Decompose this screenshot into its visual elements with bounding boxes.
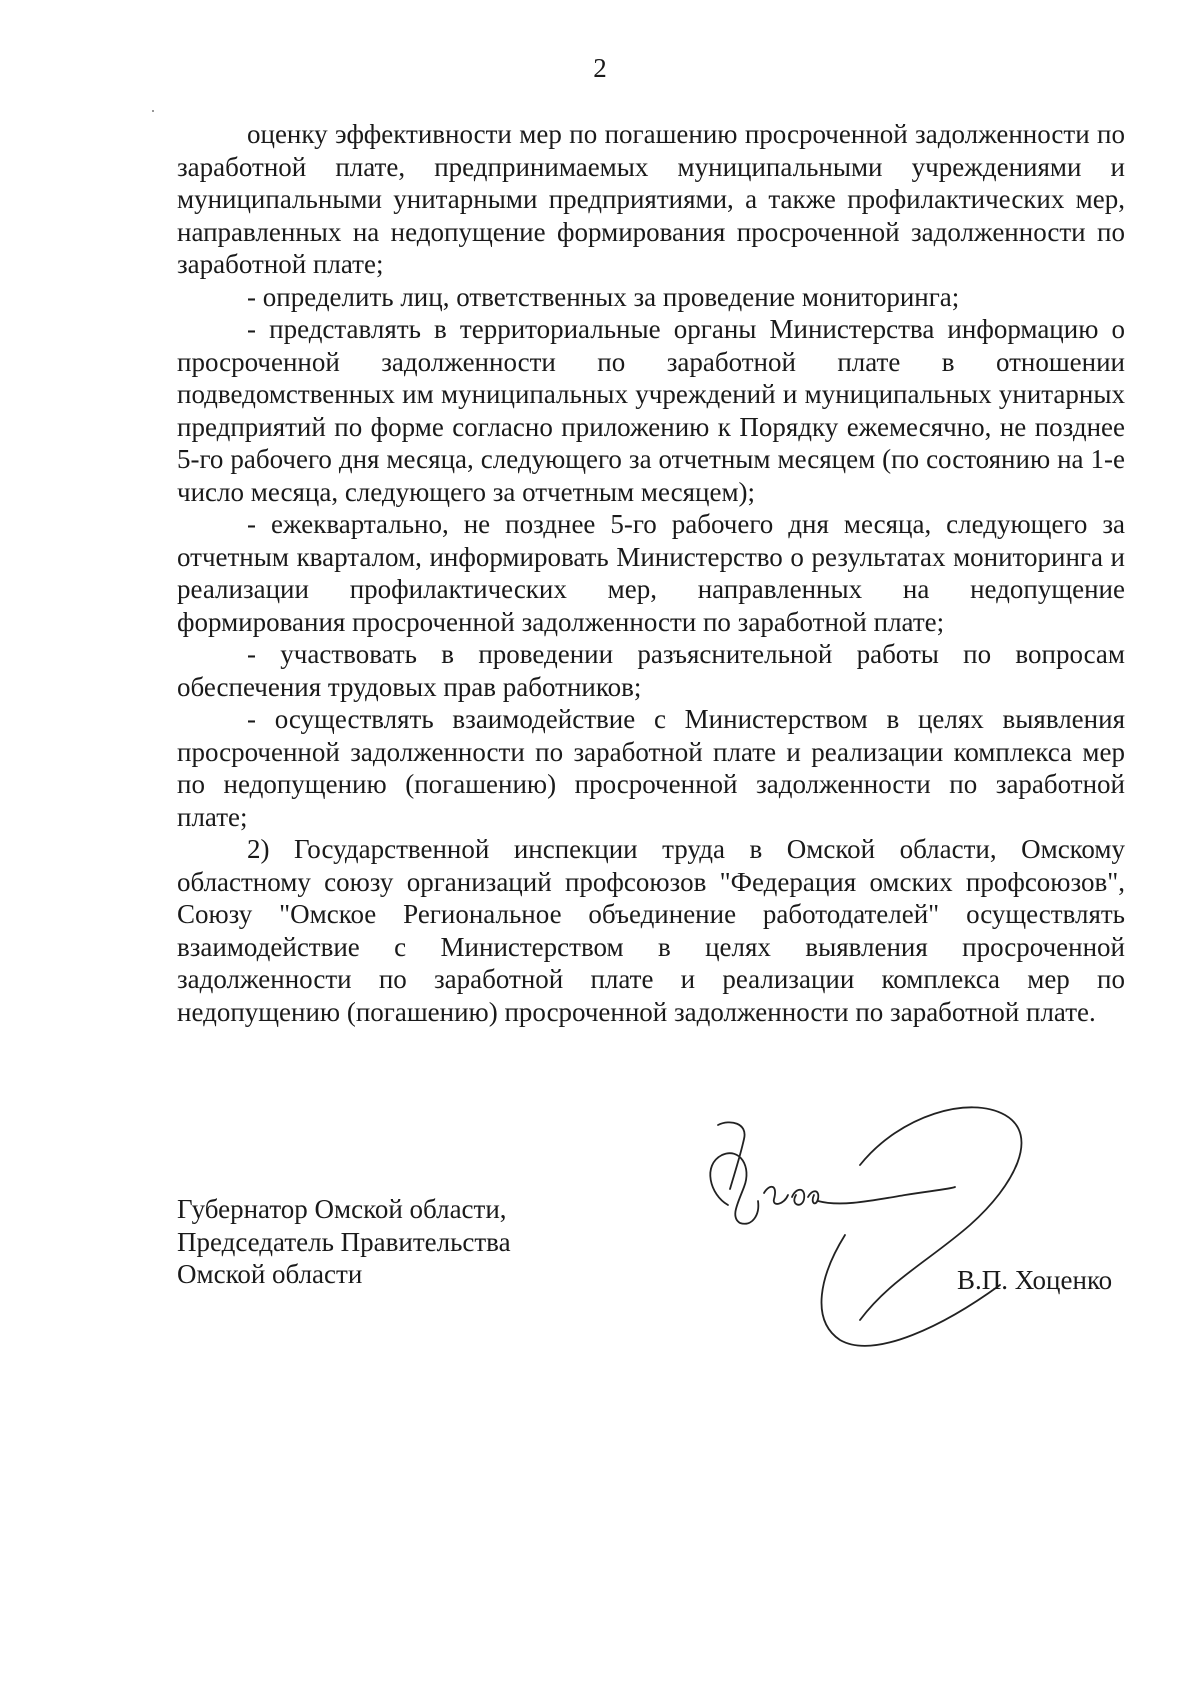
paragraph-quarterly-report: - ежеквартально, не позднее 5-го рабочего дня месяца, следующего за отчетным кварталом, информировать Министерство о результатах мониторинга и реализации профилактических мер, направленных на недопущение формирования просроченной задолженности по заработной плате; bbox=[177, 509, 1125, 637]
paragraph-assign-responsible: - определить лиц, ответственных за проведение мониторинга; bbox=[247, 281, 960, 312]
scan-speck bbox=[152, 110, 154, 112]
document-body bbox=[177, 118, 1125, 1028]
signatory-title-line: Председатель Правительства bbox=[177, 1226, 511, 1257]
signatory-name: В.П. Хоценко bbox=[957, 1265, 1113, 1295]
paragraph-monthly-report: - представлять в территориальные органы Министерства информацию о просроченной задолженности по заработной плате в отношении подведомственных им муниципальных учреждений и муниципальных унитарных предприятий по форме согласно приложению к Порядку ежемесячно, не позднее 5-го рабочего дня месяца, следующего за отчетным месяцем (по состоянию на 1-е число месяца, следующего за отчетным месяцем); bbox=[177, 314, 1125, 507]
paragraph-item-2: 2) Государственной инспекции труда в Омской области, Омскому областному союзу организаций профсоюзов "Федерация омских профсоюзов", Союзу "Омское Региональное объединение работодателей" осуществлять взаимодействие с Министерством в целях выявления просроченной задолженности по заработной плате и реализации комплекса мер по недопущению (погашению) просроченной задолженности по заработной плате. bbox=[177, 834, 1125, 1027]
paragraph-continuation: оценку эффективности мер по погашению просроченной задолженности по заработной плате, предпринимаемых муниципальными учреждениями и муниципальными унитарными предприятиями, а также профилактических мер, направленных на недопущение формирования просроченной задолженности по заработной плате; bbox=[177, 119, 1125, 279]
signatory-title-line: Омской области bbox=[177, 1259, 363, 1289]
signatory-title-line: Губернатор Омской области, bbox=[177, 1194, 507, 1224]
paragraph-explanatory-work: - участвовать в проведении разъяснительной работы по вопросам обеспечения трудовых прав работников; bbox=[177, 639, 1125, 702]
paragraph-cooperation: - осуществлять взаимодействие с Министерством в целях выявления просроченной задолженности по заработной плате и реализации комплекса мер по недопущению (погашению) просроченной задолженности по заработной плате; bbox=[177, 704, 1125, 832]
page-number: 2 bbox=[593, 53, 607, 83]
handwritten-signature bbox=[700, 1105, 1140, 1370]
